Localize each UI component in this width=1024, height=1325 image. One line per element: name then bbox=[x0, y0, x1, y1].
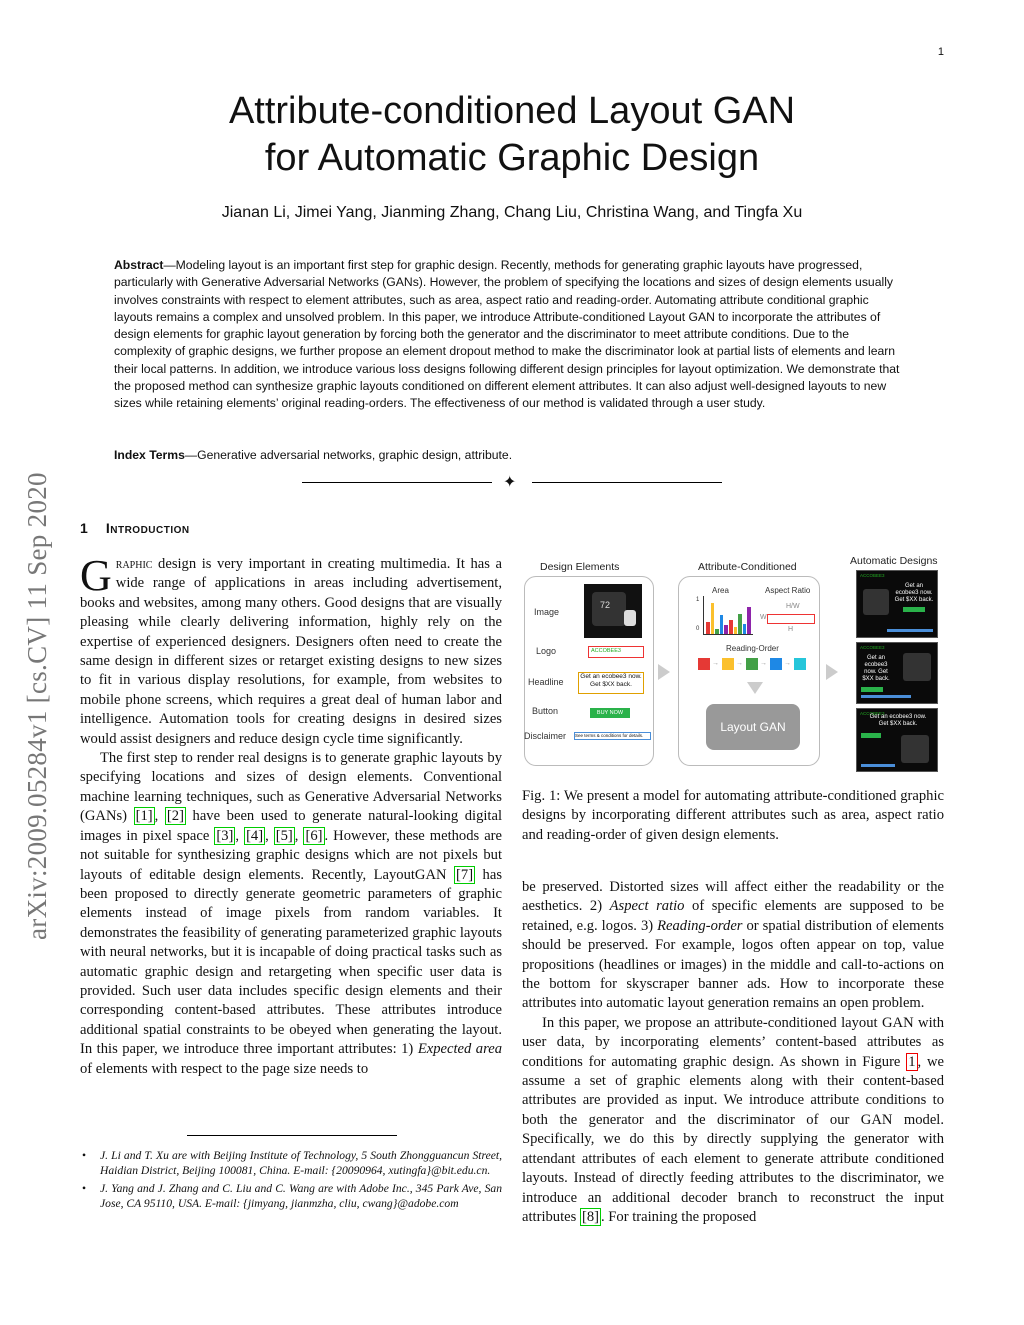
separator-right bbox=[532, 482, 722, 483]
section-heading bbox=[80, 520, 190, 536]
citation-link[interactable]: [6] bbox=[305, 827, 323, 844]
design-output-3 bbox=[856, 708, 938, 772]
reading-order-arrow-icon: → bbox=[736, 660, 743, 667]
banner-headline: Get an ecobee3 now. Get $XX back. bbox=[869, 714, 927, 727]
citation-link[interactable]: [1] bbox=[135, 808, 153, 825]
reading-order-arrow-icon: → bbox=[760, 660, 767, 667]
right-paragraph-2 bbox=[522, 1014, 944, 1227]
title-line-2: for Automatic Graphic Design bbox=[264, 137, 760, 179]
intro-p2-text: has been proposed to directly generate geometric parameters of graphic elements instead of image pixels from random variables. It demonstrates the feasibility of generating parameterized graphic layouts with neural networks, but it is incapable of doing practical tasks such as automatic graphic design and retargeting when specific user data is provided. Such user data includes specific design elements and their corresponding content-based attributes. These attributes introduce additional spatial constraints to be obeyed when generating the layout. In this paper, we introduce three important attributes: 1) bbox=[80, 866, 502, 1058]
right-p2-text: . For training the proposed bbox=[601, 1208, 757, 1225]
logo-element bbox=[588, 646, 644, 658]
area-bar bbox=[706, 622, 710, 634]
design-output-2 bbox=[856, 642, 938, 704]
right-p2-text: In this paper, we propose an attribute-conditioned layout GAN with user data, by incorporating elements’ content-based attributes as conditions for automating graphic design. As shown in Figure bbox=[522, 1014, 944, 1070]
title-line-1: Attribute-conditioned Layout GAN bbox=[228, 90, 796, 132]
right-paragraph-1 bbox=[522, 878, 944, 1014]
w-label: W bbox=[760, 614, 767, 621]
reading-order-square bbox=[770, 658, 782, 670]
emphasis: Reading-order bbox=[657, 917, 743, 934]
reading-order-arrow-icon: → bbox=[784, 660, 791, 667]
headline-element: Get an ecobee3 now. Get $XX back. bbox=[578, 672, 644, 694]
intro-p2-text: , bbox=[154, 808, 165, 825]
banner-logo: ACCOBEE3 bbox=[860, 645, 885, 650]
fig-col2-title: Attribute-Conditioned bbox=[698, 561, 797, 573]
abstract bbox=[114, 257, 910, 413]
figure-caption: Fig. 1: We present a model for automating attribute-conditioned graphic designs by incorporating different attributes such as area, aspect ratio and reading-order of given design elements. bbox=[522, 788, 944, 843]
emphasis: Aspect ratio bbox=[609, 898, 685, 915]
area-bar bbox=[729, 620, 733, 634]
citation-link[interactable]: [8] bbox=[581, 1208, 599, 1225]
citation-link[interactable]: [2] bbox=[166, 808, 184, 825]
banner-disclaimer bbox=[887, 629, 933, 632]
h-label: H bbox=[788, 626, 794, 633]
banner-headline: Get an ecobee3 now. Get $XX back. bbox=[862, 655, 890, 682]
abstract-label: Abstract bbox=[114, 258, 164, 272]
banner-thermostat-icon bbox=[903, 653, 931, 681]
figure-1 bbox=[520, 552, 950, 782]
abstract-text: —Modeling layout is an important first step for graphic design. Recently, methods for generating graphic layouts have progressed, particularly with Generative Adversarial Networks (GANs). However, the problem of specifying the locations and sizes of design elements usually involves constraints with respect to element attributes, such as area, aspect ratio and reading-order. Automating attribute conditional graphic layouts remains a complex and unsolved problem. In this paper, we introduce Attribute-conditioned Layout GAN to incorporate the attributes of design elements for graphic layout generation by forcing both the generator and the discriminator to meet attribute conditions. Due to the complexity of graphic designs, we further propose an element dropout method to make the discriminator look at partial lists of elements and learn their local patterns. In addition, we introduce various loss designs following different design principles for layout optimization. We demonstrate that the proposed method can synthesize graphic layouts conditioned on different element attributes. It can also adjust well-designed layouts to new sizes while retaining elements’ original reading-orders. The effectiveness of our method is validated through a user study. bbox=[114, 258, 900, 411]
section-number: 1 bbox=[80, 520, 89, 536]
banner-disclaimer bbox=[861, 695, 911, 698]
area-bar bbox=[715, 629, 719, 634]
reading-order-square bbox=[746, 658, 758, 670]
intro-p2-text: have been used to generate natural-looking digital images in pixel space bbox=[80, 808, 503, 844]
paper-title bbox=[0, 88, 1024, 182]
intro-p1-text: design is very important in creating multimedia. It has a wide range of applications in areas including advertisement, books and websites, among many others. Good designs that are visually pleasing while clearly delivering information, highly rely on the expertise of experienced designers. Designers often need to create the same design in different sizes or retarget existing designs to new sizes to fit in various display resolutions, for example, from websites to mobile phone screens, which requires a great deal of human labor and intelligence. Automation tools for creating designs in desired sizes would assist designers and reduce design cycle time significantly. bbox=[80, 556, 502, 747]
thermostat-value: 72 bbox=[600, 600, 611, 610]
area-bar bbox=[711, 603, 715, 634]
footnote: • J. Yang and J. Zhang and C. Liu and C. Wang are with Adobe Inc., 345 Park Ave, San Jose, CA 95110, USA. E-mail: {jimyang, jianmzha, cliu, cwang}@adobe.com bbox=[80, 1181, 502, 1212]
area-bar bbox=[724, 625, 728, 634]
area-x-axis bbox=[703, 634, 753, 635]
intro-paragraph-1 bbox=[80, 551, 502, 749]
axis-one: 1 bbox=[696, 597, 700, 603]
index-terms-label: Index Terms bbox=[114, 448, 185, 462]
intro-p2-text: The first step to render real designs is to generate graphic layouts by specifying locations and sizes of design elements. Conventional machine learning techniques, such as Generative Adversarial Networks (GANs) bbox=[80, 750, 502, 825]
area-bar bbox=[734, 627, 738, 634]
area-y-axis bbox=[703, 596, 704, 634]
page-number: 1 bbox=[937, 46, 944, 58]
separator-diamond-icon: ✦ bbox=[503, 474, 517, 491]
right-p1-text: of specific elements are supposed to be retained, e.g. logos. 3) bbox=[522, 898, 944, 934]
logo-text: ACCOBEE3 bbox=[591, 648, 621, 654]
dropcap-smallcaps: raphic bbox=[115, 556, 153, 572]
right-p2-text: , we assume a set of graphic elements along with their content-based attributes are provided as input. We introduce attribute conditions to both the generator and the discriminator of our GAN model. Specifically, we do this by directly supplying the generator with attendant attributes of each element to generate attribute conditioned layouts. Instead of directly feeding attributes to the discriminator, we introduce an additional decoder branch to reconstruct the input attributes bbox=[522, 1053, 944, 1225]
area-bar bbox=[743, 624, 747, 634]
dropcap: G bbox=[80, 551, 112, 600]
banner-button bbox=[903, 607, 925, 612]
area-bar bbox=[720, 615, 724, 634]
emphasis: Expected area bbox=[417, 1041, 502, 1058]
label-headline: Headline bbox=[528, 677, 564, 687]
citation-link[interactable]: [5] bbox=[275, 827, 293, 844]
reading-order-square bbox=[698, 658, 710, 670]
label-disclaimer: Disclaimer bbox=[524, 731, 567, 741]
disclaimer-element: See terms & conditions for details. bbox=[574, 732, 651, 740]
intro-paragraph-2: The first step to render real designs is to generate graphic layouts by specifying locations and sizes of design elements. Conventional machine learning techniques, such as Generative Adversarial Networks (GANs) [1] , [2] have been used to generate natural-looking digital images in pixel space [3] , [4] , [5] , [6] . However, these methods are not suitable for synthesizing graphic designs which are not pixels but layouts of editable design elements. Recently, LayoutGAN [7] has been proposed to directly generate geometric parameters of graphic elements instead of image pixels from random variables. It demonstrates the feasibility of generating parameterized graphic layouts with neural networks, but it is incapable of doing practical tasks such as automatic graphic design and retargeting when specific user data is provided. Such user data includes specific design elements and their corresponding content-based attributes. These attributes introduce additional spatial constraints to be obeyed when generating the layout. In this paper, we introduce three important attributes: 1) Expected area of elements with respect to the page size needs to bbox=[80, 750, 503, 1077]
layout-gan-box: Layout GAN bbox=[706, 704, 800, 750]
left-column bbox=[80, 551, 503, 1079]
right-column bbox=[522, 878, 944, 1227]
banner-button bbox=[861, 687, 883, 692]
index-terms bbox=[114, 448, 910, 462]
authors: Jianan Li, Jimei Yang, Jianming Zhang, Chang Liu, Christina Wang, and Tingfa Xu bbox=[221, 204, 803, 221]
hw-label: H/W bbox=[786, 603, 800, 610]
aspect-logo-box bbox=[767, 614, 815, 624]
reading-order-square bbox=[722, 658, 734, 670]
figure-link[interactable]: 1 bbox=[908, 1053, 916, 1070]
footnotes bbox=[80, 1148, 502, 1213]
footnote: • J. Li and T. Xu are with Beijing Institute of Technology, 5 South Zhongguancun Street, Haidian District, Beijing 100081, China. E-mail: {20090964, xutingfa}@bit.edu.cn. bbox=[80, 1148, 502, 1179]
axis-zero: 0 bbox=[696, 626, 700, 632]
reading-order-arrow-icon: → bbox=[712, 660, 719, 667]
citation-link[interactable]: [7] bbox=[456, 866, 474, 883]
citation-link[interactable]: [4] bbox=[246, 827, 264, 844]
sensor-image bbox=[624, 610, 636, 626]
banner-thermostat-icon bbox=[901, 735, 929, 763]
area-bar bbox=[738, 614, 742, 634]
reading-order-label: Reading-Order bbox=[726, 644, 779, 653]
citation-link[interactable]: [3] bbox=[216, 827, 234, 844]
separator-left bbox=[302, 482, 492, 483]
fig-col3-title: Automatic Designs bbox=[850, 555, 938, 567]
banner-thermostat-icon bbox=[863, 589, 889, 615]
arrow-right-icon bbox=[658, 664, 670, 680]
area-bar bbox=[747, 607, 751, 634]
right-p1-text: or spatial distribution of elements should be preserved. For example, logos often appear on top, value propositions (headlines or images) in the middle and call-to-actions on the bottom for skyscraper banner ads. How to incorporate these attributes into automatic layout generation remains an open problem. bbox=[522, 917, 944, 1012]
intro-p2-text: of elements with respect to the page size needs to bbox=[80, 1060, 369, 1077]
fig-col1-title: Design Elements bbox=[540, 561, 620, 573]
arrow-down-icon bbox=[747, 682, 763, 694]
label-image: Image bbox=[534, 607, 560, 617]
thermostat-image bbox=[584, 584, 642, 638]
banner-button bbox=[861, 733, 881, 738]
aspect-label: Aspect Ratio bbox=[765, 586, 811, 595]
intro-p2-text: . However, these methods are not suitable for synthesizing graphic designs which are not pixels but layouts of editable design elements. Recently, LayoutGAN bbox=[80, 827, 503, 883]
label-logo: Logo bbox=[536, 646, 557, 656]
section-title: Introduction bbox=[105, 520, 190, 536]
arrow-right-icon bbox=[826, 664, 838, 680]
footnote-rule bbox=[187, 1135, 397, 1136]
arxiv-stamp: arXiv:2009.05284v1 [cs.CV] 11 Sep 2020 bbox=[22, 472, 52, 940]
label-button: Button bbox=[532, 706, 559, 716]
design-output-1 bbox=[856, 570, 938, 638]
button-element: BUY NOW bbox=[590, 708, 630, 718]
banner-logo: ACCOBEE3 bbox=[860, 711, 885, 716]
area-label: Area bbox=[712, 586, 729, 595]
banner-headline: Get an ecobee3 now. Get $XX back. bbox=[894, 583, 934, 603]
right-p1-text: be preserved. Distorted sizes will affect either the readability or the aesthetics. 2) bbox=[522, 879, 944, 915]
banner-disclaimer bbox=[861, 764, 895, 767]
index-terms-text: —Generative adversarial networks, graphic design, attribute. bbox=[184, 448, 513, 462]
reading-order-square bbox=[794, 658, 806, 670]
banner-logo: ACCOBEE3 bbox=[860, 573, 885, 578]
